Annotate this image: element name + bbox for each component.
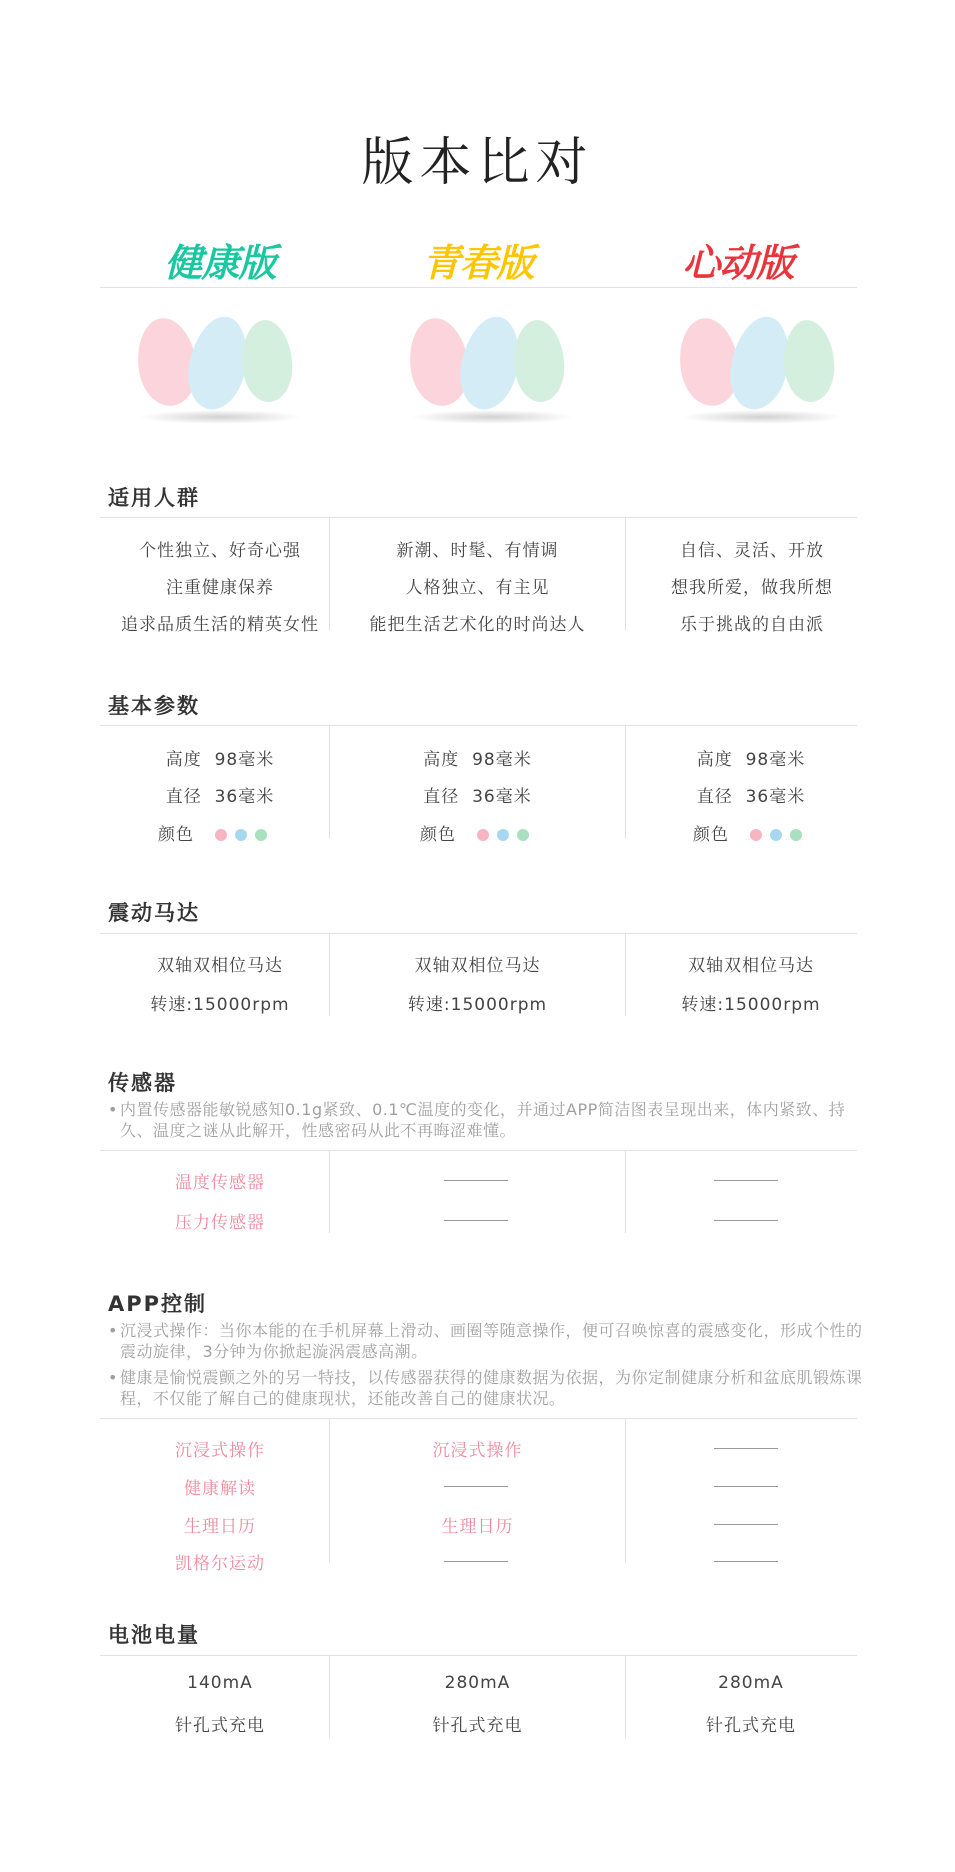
section-title-battery: 电池电量 [108,1623,200,1647]
product-image-health [130,308,310,428]
param-color-heartbeat: 颜色 [693,820,853,845]
battery-health-capacity: 140mA [187,1673,253,1693]
color-dot-green [790,829,802,841]
app-description-1: • 沉浸式操作：当你本能的在手机屏幕上滑动、画圈等随意操作，便可召唤惊喜的震感变化，形成个性的震动旋律，3分钟为你掀起漩涡震感高潮。 [108,1321,863,1361]
section-title-app: APP控制 [108,1292,208,1316]
audience-youth-3: 能把生活艺术化的时尚达人 [369,615,586,635]
motor-health-speed: 转速:15000rpm [150,995,290,1015]
not-available-dash [714,1561,778,1562]
section-title-params: 基本参数 [108,694,200,718]
edition-health-label: 健康版 [164,241,276,285]
motor-health-type: 双轴双相位马达 [157,956,283,976]
battery-youth-capacity: 280mA [444,1673,511,1693]
motor-heartbeat-type: 双轴双相位马达 [688,956,814,976]
audience-health-2: 注重健康保养 [166,578,274,598]
not-available-dash [714,1448,778,1449]
product-image-heartbeat [672,308,852,428]
sensor-temperature: 温度传感器 [175,1173,265,1193]
not-available-dash [714,1220,778,1221]
not-available-dash [714,1486,778,1487]
param-diameter-health: 直径 36毫米 [165,787,275,807]
sensor-description: • 内置传感器能敏锐感知0.1g紧致、0.1℃温度的变化，并通过APP简洁图表呈现出来，体内紧致、持久、温度之谜从此解开，性感密码从此不再晦涩难懂。 [108,1100,846,1140]
divider [100,1150,857,1151]
app-feature-kegel: 凯格尔运动 [175,1554,265,1574]
param-diameter-youth: 直径 36毫米 [423,787,532,807]
app-feature-period-calendar: 生理日历 [184,1517,256,1537]
app-youth-period-calendar: 生理日历 [441,1517,514,1537]
product-image-youth [402,308,582,428]
not-available-dash [444,1220,508,1221]
divider [100,933,857,934]
color-dot-blue [497,829,509,841]
param-height-health: 高度 98毫米 [165,750,275,770]
not-available-dash [444,1561,508,1562]
not-available-dash [444,1180,508,1181]
column-divider [625,1151,626,1233]
color-dot-pink [750,829,762,841]
edition-header-row [100,232,857,288]
audience-heartbeat-2: 想我所爱，做我所想 [671,578,833,598]
section-title-audience: 适用人群 [108,486,200,510]
not-available-dash [714,1180,778,1181]
param-color-youth: 颜色 [420,820,580,845]
app-feature-health-report: 健康解读 [184,1479,256,1499]
color-dot-pink [215,829,227,841]
param-diameter-heartbeat: 直径 36毫米 [696,787,806,807]
app-description-2: • 健康是愉悦震颤之外的另一特技，以传感器获得的健康数据为依据，为你定制健康分析和盆底肌锻炼课程，不仅能了解自己的健康现状，还能改善自己的健康状况。 [108,1368,863,1408]
section-title-motor: 震动马达 [108,901,200,925]
not-available-dash [714,1524,778,1525]
audience-health-1: 个性独立、好奇心强 [139,541,301,561]
audience-youth-2: 人格独立、有主见 [405,578,550,598]
not-available-dash [444,1486,508,1487]
divider [100,725,857,726]
column-divider [625,1419,626,1563]
audience-heartbeat-3: 乐于挑战的自由派 [680,615,824,635]
color-dot-blue [770,829,782,841]
battery-health-charging: 针孔式充电 [175,1716,265,1736]
divider [100,1655,857,1656]
param-height-youth: 高度 98毫米 [423,750,532,770]
audience-youth-1: 新潮、时髦、有情调 [396,541,559,561]
color-dot-green [517,829,529,841]
param-height-heartbeat: 高度 98毫米 [696,750,806,770]
audience-health-3: 追求品质生活的精英女性 [121,615,319,635]
motor-youth-type: 双轴双相位马达 [414,956,541,976]
motor-heartbeat-speed: 转速:15000rpm [681,995,821,1015]
color-dot-green [255,829,267,841]
app-youth-immersive: 沉浸式操作 [432,1441,523,1461]
battery-youth-charging: 针孔式充电 [432,1716,523,1736]
edition-heartbeat-label: 心动版 [682,241,794,285]
page-title: 版本比对 [361,133,594,193]
battery-heartbeat-charging: 针孔式充电 [706,1716,796,1736]
divider [100,517,857,518]
edition-youth-label: 青春版 [422,241,534,285]
motor-youth-speed: 转速:15000rpm [407,995,548,1015]
divider [100,1418,857,1419]
app-feature-immersive: 沉浸式操作 [175,1441,265,1461]
sensor-pressure: 压力传感器 [175,1213,265,1233]
battery-heartbeat-capacity: 280mA [718,1673,784,1693]
color-dot-pink [477,829,489,841]
param-color-health: 颜色 [158,820,318,845]
color-dot-blue [235,829,247,841]
section-title-sensor: 传感器 [108,1071,177,1095]
audience-heartbeat-1: 自信、灵活、开放 [680,541,824,561]
